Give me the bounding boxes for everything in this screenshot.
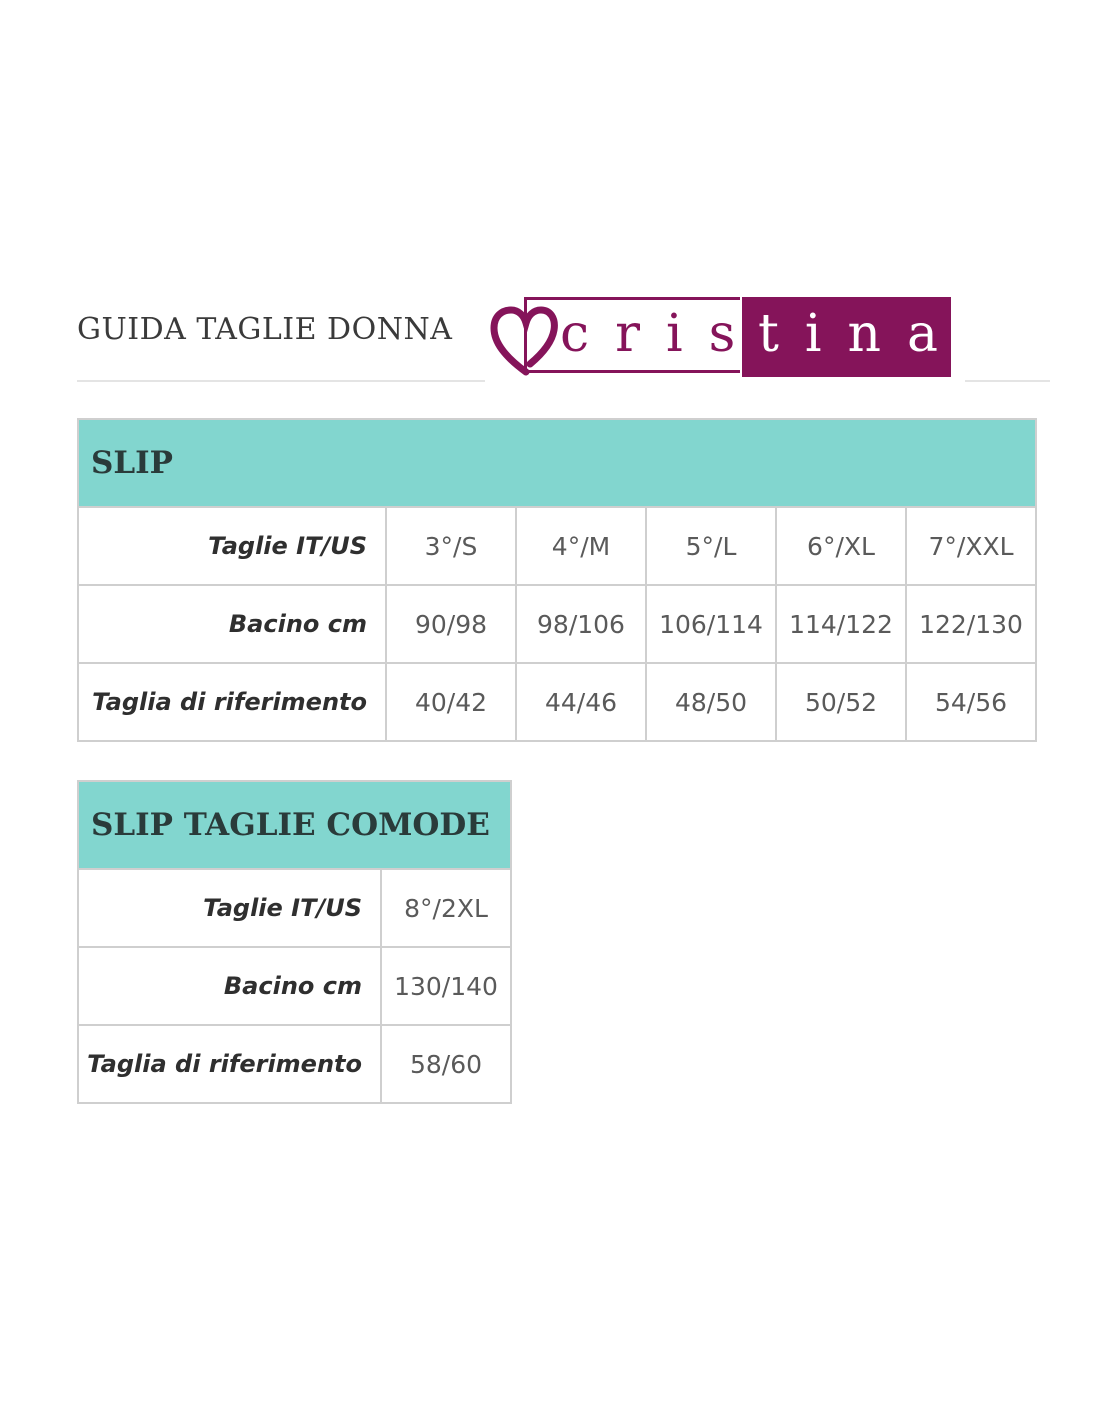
table-cell: 4°/M [516, 507, 646, 585]
row-label: Taglia di riferimento [78, 663, 386, 741]
page-title: GUIDA TAGLIE DONNA [77, 312, 453, 347]
table-cell: 122/130 [906, 585, 1036, 663]
table-cell: 114/122 [776, 585, 906, 663]
table-cell: 6°/XL [776, 507, 906, 585]
heart-icon [490, 296, 560, 378]
table-row [78, 663, 1036, 741]
table-row [78, 585, 1036, 663]
table-row [78, 507, 1036, 585]
row-label: Taglie IT/US [78, 507, 386, 585]
logo-text-tina: tina [758, 304, 965, 364]
table-cell: 106/114 [646, 585, 776, 663]
row-label: Taglie IT/US [78, 869, 381, 947]
table-cell: 98/106 [516, 585, 646, 663]
table-cell: 130/140 [381, 947, 511, 1025]
slip-comode-size-table [77, 780, 512, 1104]
table-cell: 50/52 [776, 663, 906, 741]
table-cell: 8°/2XL [381, 869, 511, 947]
row-label: Bacino cm [78, 585, 386, 663]
table-cell: 40/42 [386, 663, 516, 741]
table-cell: 90/98 [386, 585, 516, 663]
table-row [78, 1025, 511, 1103]
table-title: SLIP [78, 419, 1036, 507]
table-cell: 44/46 [516, 663, 646, 741]
row-label: Bacino cm [78, 947, 381, 1025]
table-title: SLIP TAGLIE COMODE [78, 781, 511, 869]
table-row [78, 947, 511, 1025]
table-row [78, 869, 511, 947]
slip-size-table [77, 418, 1037, 742]
header-divider-left [77, 380, 485, 382]
table-cell: 48/50 [646, 663, 776, 741]
table-cell: 58/60 [381, 1025, 511, 1103]
logo-text-cris: cris [560, 304, 762, 364]
header-divider-right [965, 380, 1050, 382]
row-label: Taglia di riferimento [78, 1025, 381, 1103]
table-cell: 54/56 [906, 663, 1036, 741]
table-cell: 3°/S [386, 507, 516, 585]
brand-logo [490, 296, 965, 378]
table-cell: 5°/L [646, 507, 776, 585]
table-cell: 7°/XXL [906, 507, 1036, 585]
